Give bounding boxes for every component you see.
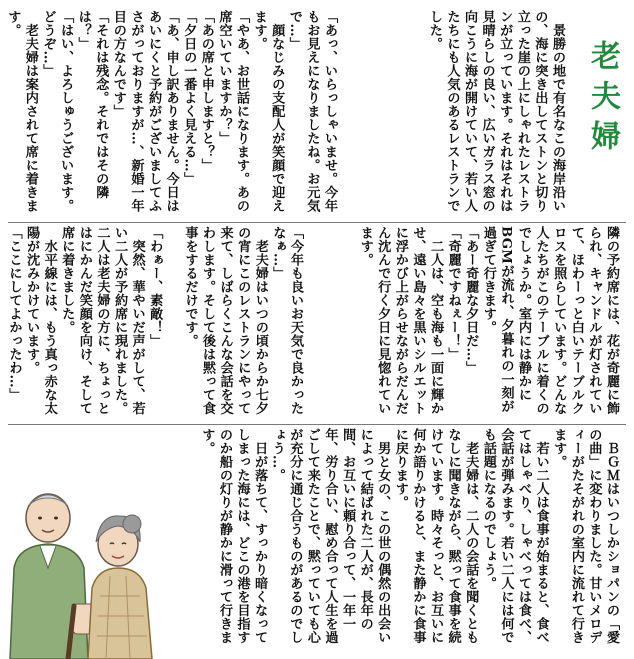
text-block-bottom: ＢＧＭはいつしかショパンの「愛の曲」に変わりました。甘いメロディーがたそがれの室内に流れて行きます。 若い二人は食事が始まると、食べてはしゃべり、しゃべっては食べ、会話が弾みます。若い二人には何でも話題になるのでしょう。 老夫婦は、二人の会話を聞くともなしに聞きながら、黙って食事を続けています。時々そっと、お互いに何か語りかけると、また静かに食事に戻ります。 男と女の、この世の偶然の出会いによって結ばれた二人が、長年の間、お互いに頼り合って、一年一年、労り合い、慰め合って人生を過ごして来たことで、黙っていても心が充分に通じ合うものがあるのでしょう…。 日が落ちて、すっかり暗くなってしまった海には、どこの港を目指すのか船の灯りが静かに滑って行きます。	[199, 428, 619, 644]
elderly-couple-illustration	[0, 476, 175, 659]
text-block-middle-right: 隣の予約席には、花が奇麗に飾られ、キャンドルが灯されていて、ほわーっと白いテーブルクロスを照らしています。どんな人たちがこのテーブルに着くのでしょうか。室内には静かにBGMが流れ、夕暮れの一刻が過ぎて行きます。 「あー奇麗な夕日だ…」 「奇麗ですねぇー！」 二人は、空も海も一面に輝かせ、遠い島々を黒いシルエットに浮かび上がらせながらだんだん沈んで行く夕日に見惚れています。	[357, 226, 619, 415]
old-man-figure	[10, 494, 98, 659]
text-block-top-right: 景勝の地で有名なこの海岸沿いの、海に突き出してストンと切り立った崖の上にしゃれたレストランが立っています。それはそれは見晴らしの良い、広いガラス窓の向こうに海が開けていて、若い人たちにも人気のあるレストランでした。	[426, 10, 565, 213]
text-block-middle-left: 「今年も良いお天気で良かったなぁ…」 老夫婦はいつの頃からか七夕の宵にこのレストランにやって来て、しばらくこんな会話を交わします。そして後は黙って食事をするだけです。 「わぁー、素敵！」 突然、華やいだ声がして、若い二人が予約席に現れました。二人は老夫婦の方に、ちょっとはにかんだ笑顔を向け、そして席に着きました。 水平線には、もう真っ赤な太陽が沈みかけています。 「ここにしてよかったわ…」	[6, 226, 303, 415]
old-woman-figure	[88, 515, 152, 659]
text-block-top-left: 「あっ、いらっしゃいませ。今年もお見えになりましたね。お元気で…」 顔なじみの支配人が笑顔で迎えます。 「やあ、お世話になります。あの席空いていますか？」 「あの席と申しますと？」 「夕日の一番よく見える…」 「あ、申し訳ありません。今日はあいにくと予約がございましてふさがっておりますが…、新婚一年目の方なんです」 「それは残念。それではその隣は？」 「はい、よろしゅうございます。どうぞ…」 老夫婦は案内されて席に着きます。	[5, 10, 337, 213]
divider-top	[8, 222, 626, 223]
divider-bottom	[8, 424, 626, 425]
story-title: 老夫婦	[585, 40, 620, 160]
